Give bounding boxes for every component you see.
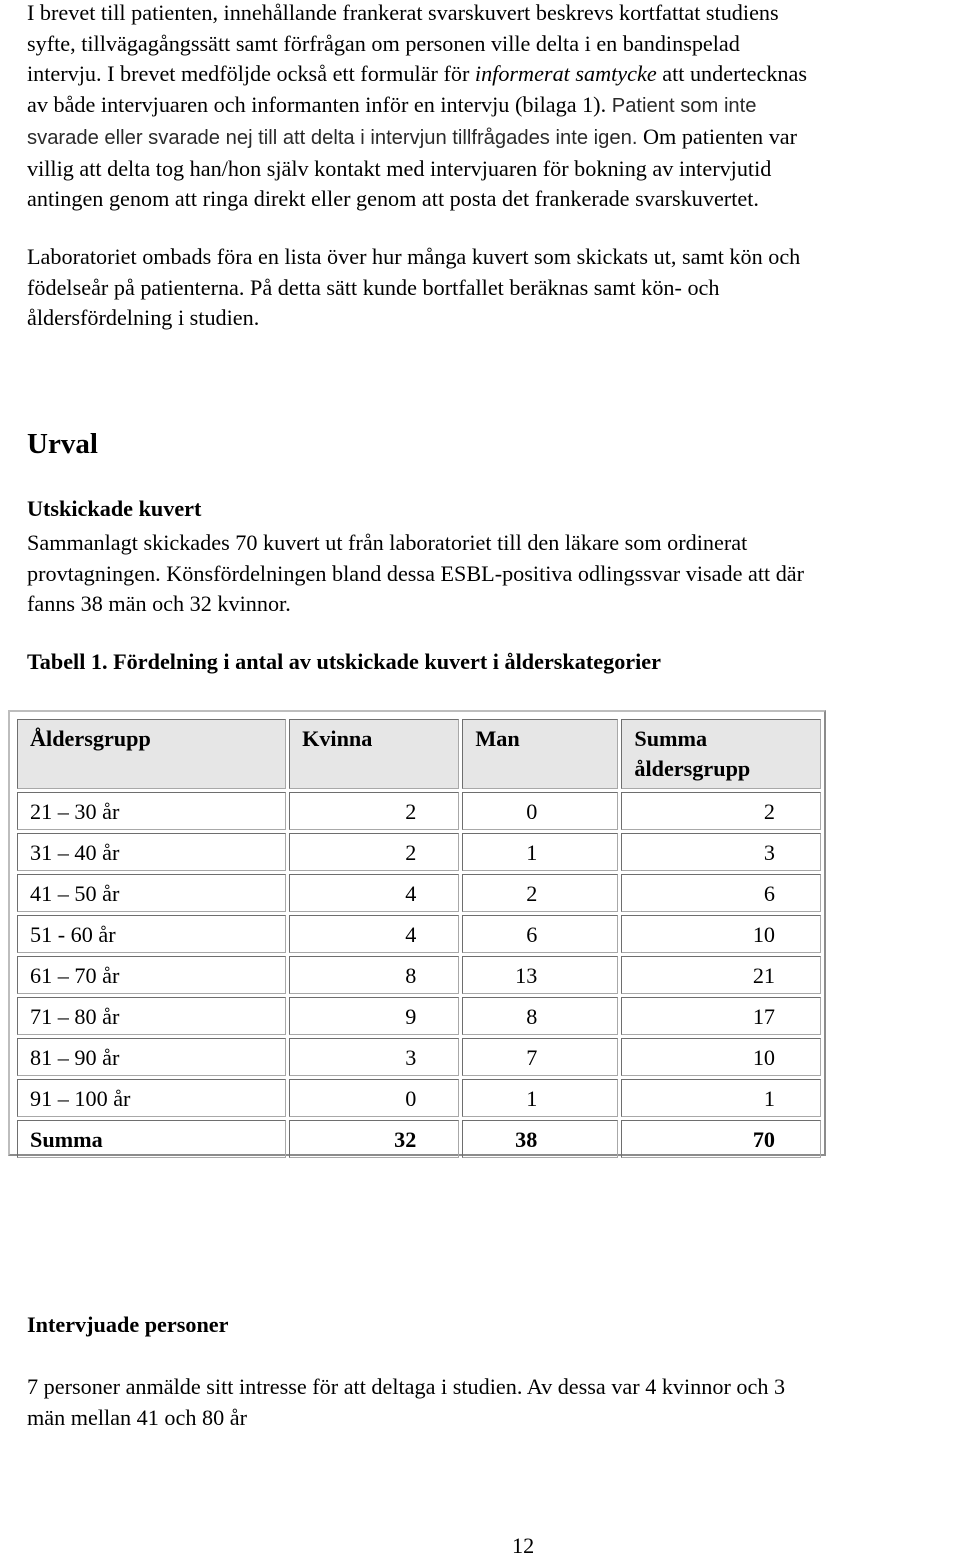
cell-woman: 2 [289, 792, 459, 830]
section-heading-urval: Urval [27, 428, 98, 460]
cell-man: 8 [462, 997, 618, 1035]
text-line [27, 90, 807, 122]
intervjuade-paragraph [27, 1372, 785, 1433]
header-sum-line: åldersgrupp [634, 756, 751, 781]
italic-term: informerat samtycke [474, 61, 657, 87]
text-line: män mellan 41 och 80 år [27, 1404, 247, 1430]
text-span: intervju. I brevet medföljde också ett formulär för [27, 61, 475, 87]
cell-man: 13 [462, 956, 618, 994]
text-line: Laboratoriet ombads föra en lista över hur många kuvert som skickats ut, samt kön och [27, 244, 801, 269]
cell-age: 61 – 70 år [17, 956, 286, 994]
text-span: Om patienten var [637, 123, 798, 149]
cell-sum: 2 [621, 792, 821, 830]
subheading-utskickade: Utskickade kuvert [27, 496, 202, 521]
table-header-row [17, 719, 821, 789]
cell-sum: 10 [621, 1038, 821, 1076]
cell-age: 21 – 30 år [17, 792, 286, 830]
text-line: Sammanlagt skickades 70 kuvert ut från laboratoriet till den läkare som ordinerat [27, 530, 748, 555]
age-distribution-table [14, 716, 824, 1161]
cell-age: 51 - 60 år [17, 915, 286, 953]
table-row [17, 792, 821, 830]
table-row [17, 1038, 821, 1076]
text-line: provtagningen. Könsfördelningen bland dessa ESBL-positiva odlingssvar visade att där [27, 560, 805, 586]
text-line: villig att delta tog han/hon själv kontakt med intervjuaren för bokning av intervjutid [27, 155, 772, 181]
subheading-intervjuade: Intervjuade personer [27, 1312, 229, 1337]
table-row [17, 1079, 821, 1117]
cell-man: 1 [462, 1079, 618, 1117]
cell-sum: 1 [621, 1079, 821, 1117]
header-man: Man [462, 719, 618, 789]
text-span: Patient som inte [606, 95, 757, 118]
cell-age: 71 – 80 år [17, 997, 286, 1035]
cell-total-label: Summa [17, 1120, 286, 1158]
text-span: av både intervjuaren och informanten inför en intervju (bilaga 1). [27, 92, 607, 118]
text-line: I brevet till patienten, innehållande frankerat svarskuvert beskrevs kortfattat studiens [27, 0, 779, 25]
cell-woman: 9 [289, 997, 459, 1035]
text-line: åldersfördelning i studien. [27, 305, 260, 331]
table-row [17, 997, 821, 1035]
cell-woman: 4 [289, 915, 459, 953]
cell-woman: 0 [289, 1079, 459, 1117]
cell-sum: 6 [621, 874, 821, 912]
table-row [17, 915, 821, 953]
page-number: 12 [512, 1533, 535, 1558]
cell-sum: 17 [621, 997, 821, 1035]
cell-woman: 3 [289, 1038, 459, 1076]
header-woman: Kvinna [289, 719, 459, 789]
text-line [27, 122, 807, 154]
text-line: syfte, tillvägagångssätt samt förfrågan om personen ville delta i en bandinspelad [27, 30, 740, 56]
cell-age: 31 – 40 år [17, 833, 286, 871]
cell-total-sum: 70 [621, 1120, 821, 1158]
cell-man: 6 [462, 915, 618, 953]
table-caption: Tabell 1. Fördelning i antal av utskickade kuvert i ålderskategorier [27, 649, 662, 674]
cell-sum: 21 [621, 956, 821, 994]
text-line: 7 personer anmälde sitt intresse för att deltaga i studien. Av dessa var 4 kvinnor och 3 [27, 1374, 786, 1399]
cell-woman: 4 [289, 874, 459, 912]
intro-paragraph [27, 0, 807, 215]
cell-woman: 2 [289, 833, 459, 871]
cell-age: 41 – 50 år [17, 874, 286, 912]
table-total-row [17, 1120, 821, 1158]
text-line: antingen genom att ringa direkt eller genom att posta det frankerade svarskuvertet. [27, 186, 759, 212]
header-sum [621, 719, 821, 789]
utskickade-paragraph [27, 528, 804, 620]
age-distribution-table-frame [8, 710, 826, 1156]
cell-total-man: 38 [462, 1120, 618, 1158]
lab-paragraph [27, 242, 800, 334]
cell-man: 7 [462, 1038, 618, 1076]
table-row [17, 874, 821, 912]
cell-age: 91 – 100 år [17, 1079, 286, 1117]
cell-sum: 3 [621, 833, 821, 871]
cell-man: 1 [462, 833, 618, 871]
cell-age: 81 – 90 år [17, 1038, 286, 1076]
header-age-group: Åldersgrupp [17, 719, 286, 789]
cell-man: 0 [462, 792, 618, 830]
table-row [17, 956, 821, 994]
table-row [17, 833, 821, 871]
cell-man: 2 [462, 874, 618, 912]
text-span: svarade eller svarade nej till att delta i intervjun tillfrågades inte igen. [27, 126, 638, 149]
text-span: att undertecknas [656, 61, 808, 87]
header-sum-line: Summa [634, 726, 708, 751]
cell-woman: 8 [289, 956, 459, 994]
cell-total-woman: 32 [289, 1120, 459, 1158]
text-line: födelseår på patienterna. På detta sätt kunde bortfallet beräknas samt kön- och [27, 274, 720, 300]
text-line [27, 59, 807, 90]
text-line: fanns 38 män och 32 kvinnor. [27, 591, 291, 617]
cell-sum: 10 [621, 915, 821, 953]
